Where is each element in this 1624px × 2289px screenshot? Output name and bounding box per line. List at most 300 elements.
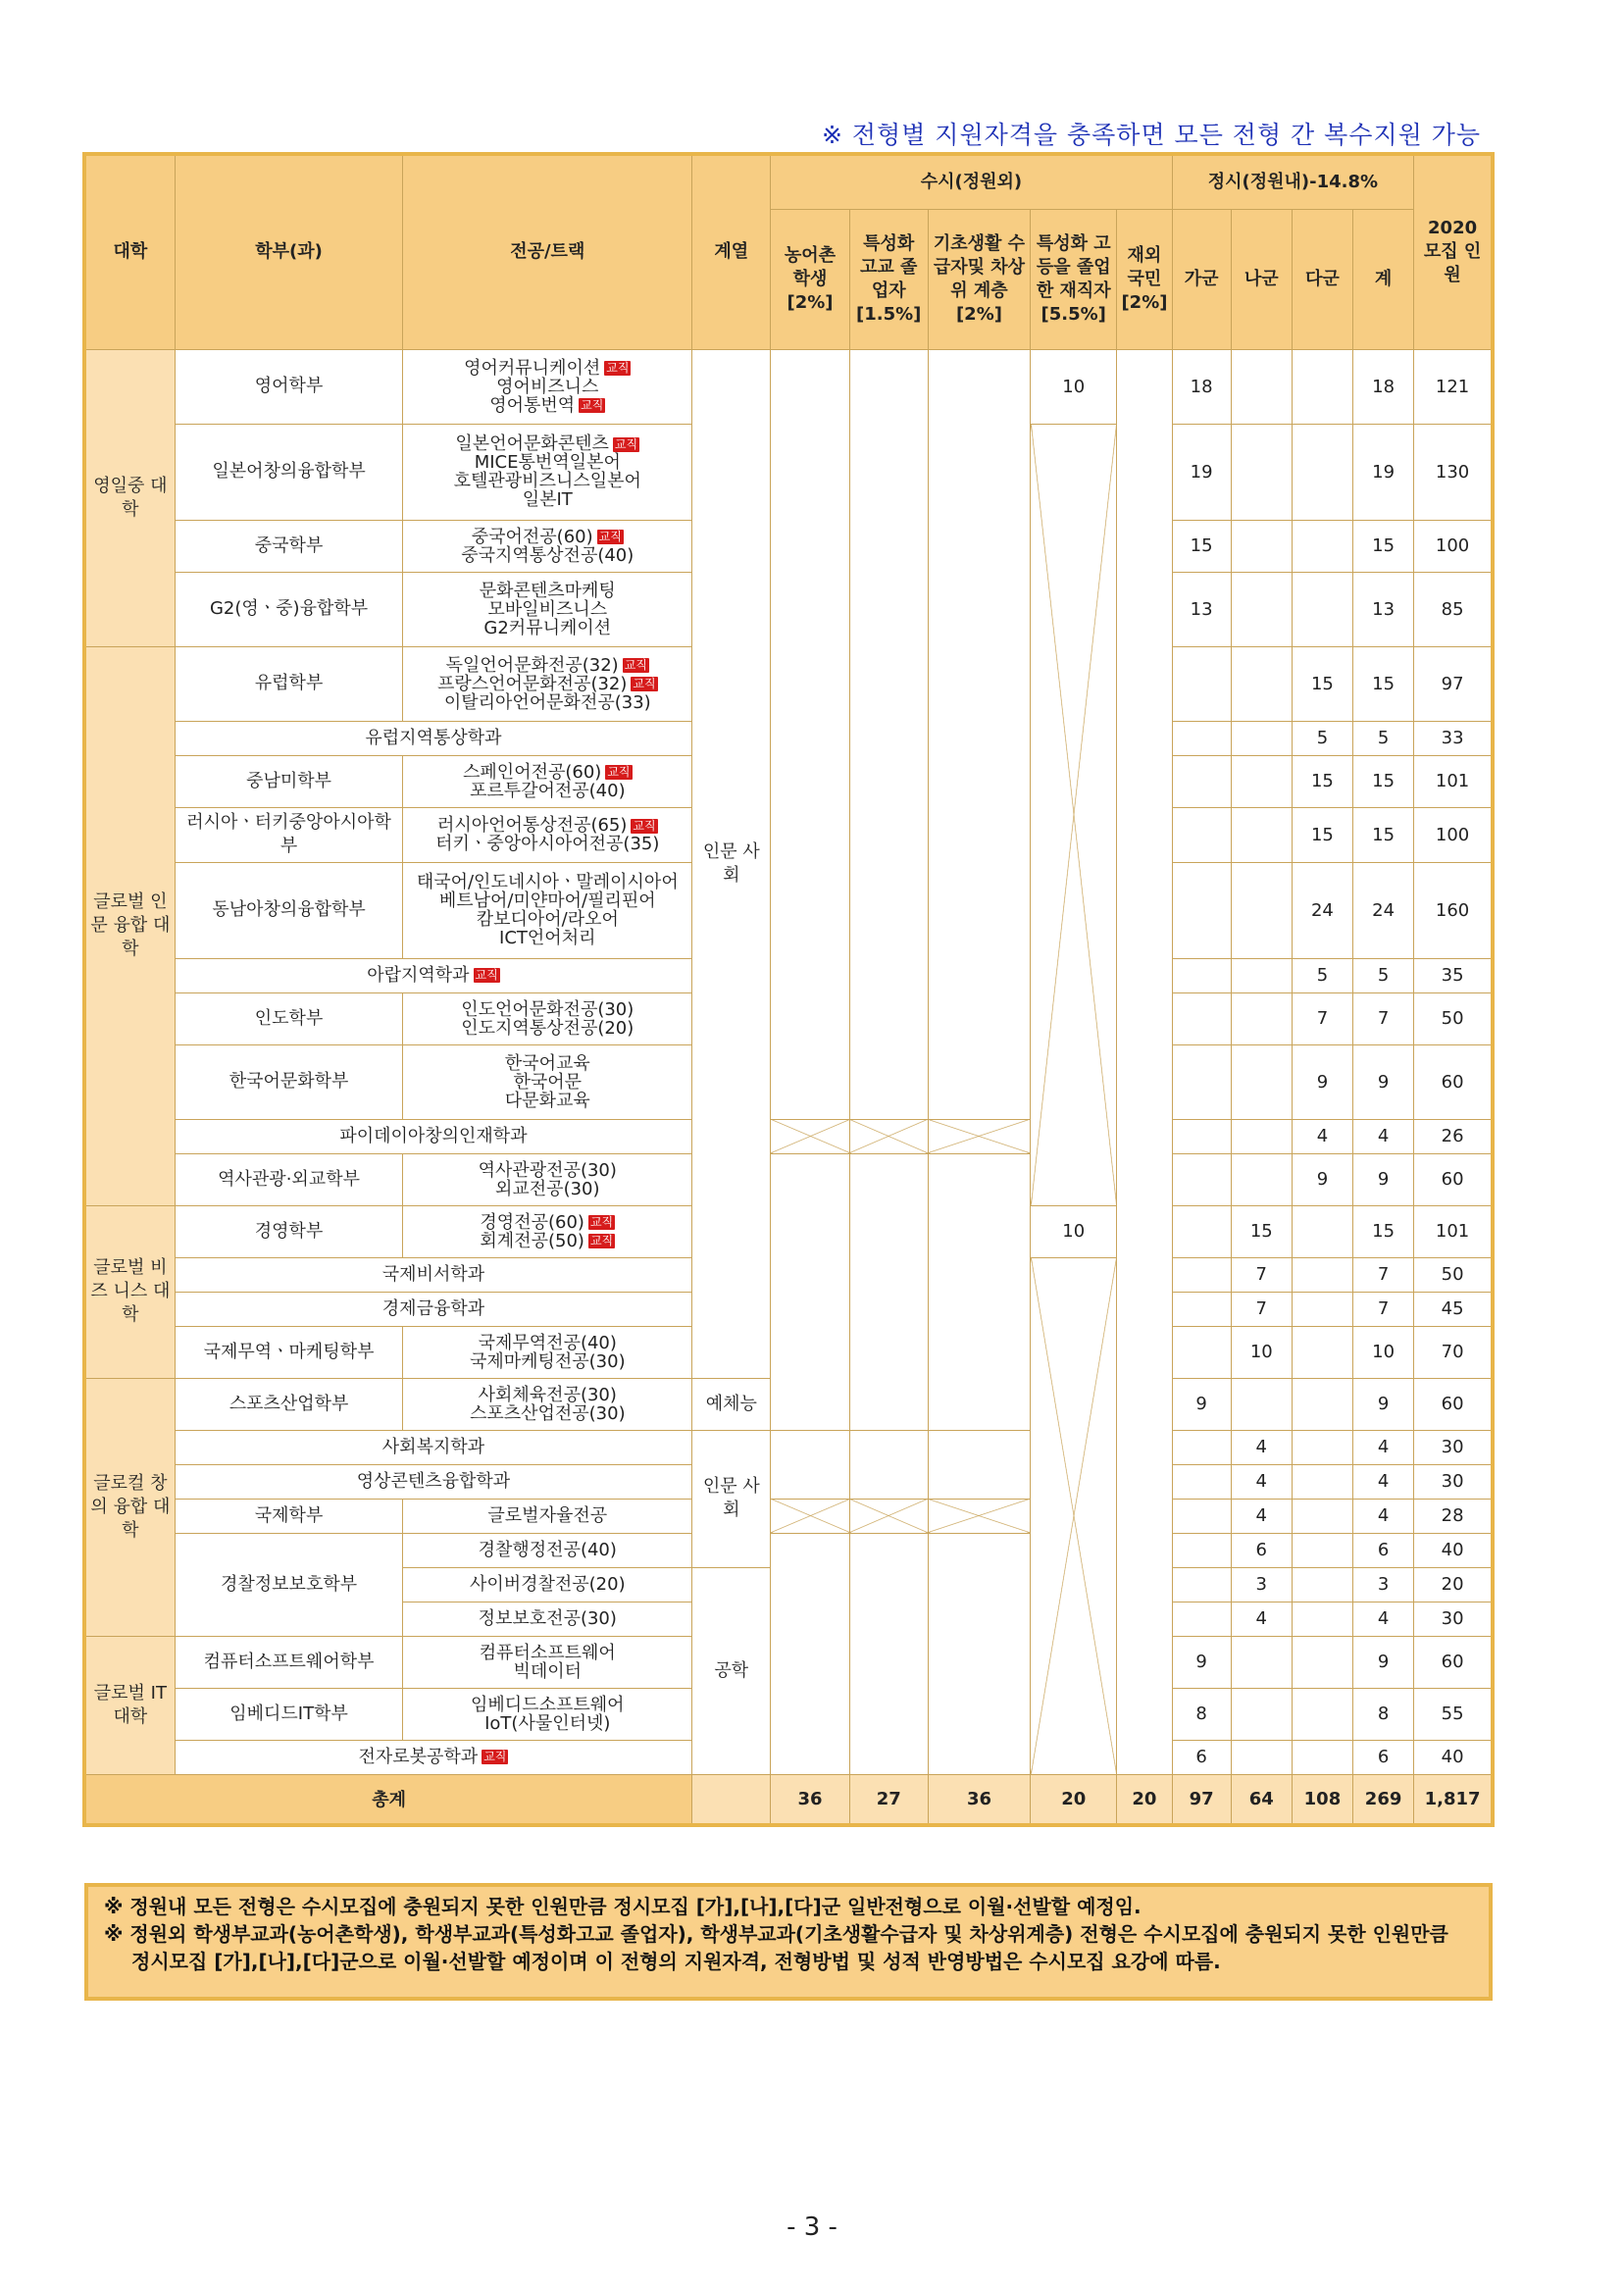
quota-cell [1231, 1119, 1292, 1153]
quota-cell: 15 [1172, 520, 1231, 572]
major-name: 중국지역통상전공(40) [461, 544, 634, 566]
dept-name: 인도학부 [254, 1007, 324, 1029]
major-line [407, 1334, 687, 1352]
major-cell [403, 520, 692, 572]
college-cell: 글로컬 창의 융합 대학 [84, 1378, 175, 1636]
dept-name: 파이데이아창의인재학과 [339, 1125, 528, 1146]
quota-cell: 7 [1353, 1257, 1414, 1292]
susi-cell [771, 1430, 849, 1499]
quota-cell [1292, 1499, 1352, 1533]
major-name: 한국어문 [513, 1071, 583, 1093]
quota-cell [1231, 572, 1292, 646]
major-name: 영어통번역 [489, 394, 576, 416]
quota-cell: 15 [1292, 755, 1352, 807]
susi-cell [928, 1499, 1030, 1533]
major-name: 문화콘텐츠마케팅 [479, 580, 616, 601]
major-name: 독일언어문화전공(32) [445, 654, 619, 676]
header-jeongsi-col: 다군 [1292, 209, 1352, 349]
quota-cell: 9 [1292, 1044, 1352, 1119]
major-line [407, 1000, 687, 1019]
quota-cell: 33 [1414, 721, 1493, 755]
major-name: 한국어교육 [504, 1052, 590, 1074]
major-name: 경영전공(60) [480, 1211, 584, 1233]
quota-cell: 50 [1414, 1257, 1493, 1292]
quota-cell: 5 [1292, 958, 1352, 992]
quota-cell [1292, 1533, 1352, 1567]
major-line [407, 546, 687, 565]
major-name: 외교전공(30) [495, 1178, 600, 1199]
dept-cell [175, 807, 403, 862]
quota-cell [1231, 1740, 1292, 1774]
dept-cell [175, 572, 403, 646]
dept-name: 경제금융학과 [381, 1297, 485, 1319]
major-cell [403, 646, 692, 721]
quota-cell: 18 [1172, 349, 1231, 424]
major-line [407, 1054, 687, 1073]
table-body [84, 349, 1493, 1825]
quota-cell: 10 [1231, 1326, 1292, 1378]
major-line [407, 1161, 687, 1180]
quota-cell: 15 [1353, 807, 1414, 862]
quota-cell: 101 [1414, 1205, 1493, 1257]
major-line [407, 1609, 687, 1628]
college-cell: 글로벌 IT 대학 [84, 1636, 175, 1774]
dept-name: 영어학부 [254, 376, 324, 396]
quota-cell: 4 [1231, 1430, 1292, 1464]
major-line [407, 1092, 687, 1110]
dept-cell [175, 1378, 403, 1430]
dept-cell [175, 646, 403, 721]
quota-cell: 4 [1353, 1464, 1414, 1499]
quota-cell: 60 [1414, 1636, 1493, 1688]
quota-cell: 3 [1231, 1567, 1292, 1602]
total-value: 20 [1117, 1774, 1172, 1825]
major-cell [403, 1153, 692, 1205]
header-jeongsi-col: 나군 [1231, 209, 1292, 349]
major-name: 스포츠산업전공(30) [469, 1402, 626, 1424]
table-row [84, 1499, 1493, 1533]
susi-cell [849, 349, 928, 1119]
dept-name: 유럽학부 [254, 673, 324, 693]
major-name: 회계전공(50) [480, 1230, 584, 1251]
susi-cell [849, 1533, 928, 1774]
major-line [407, 1213, 687, 1232]
major-line [407, 835, 687, 853]
quota-cell: 7 [1353, 1292, 1414, 1326]
major-cell [403, 1326, 692, 1378]
quota-cell [1231, 646, 1292, 721]
major-name: 경찰행정전공(40) [478, 1540, 617, 1560]
major-name: 모바일비즈니스 [487, 598, 608, 620]
quota-cell: 10 [1353, 1326, 1414, 1378]
dept-name: 경찰정보보호학부 [221, 1573, 358, 1595]
major-name: 포르투갈어전공(40) [469, 780, 626, 801]
major-name: IoT(사물인터넷) [484, 1712, 611, 1734]
major-line [407, 359, 687, 378]
susi-cell [849, 1499, 928, 1533]
footnote: ※ 정원외 학생부교과(농어촌학생), 학생부교과(특성화고교 졸업자), 학생부교과(기초생활수급자 및 차상위계층) 전형은 수시모집에 충원되지 못한 인원만큼 정시모집 [가],[나],[다]군으로 이월·선발할 예정이며 이 전형의 지원자격, 전형방법 및 성적 반영방법은 수시모집 요강에 따름. [104, 1922, 1448, 1973]
quota-cell: 18 [1353, 349, 1414, 424]
dept-cell [175, 349, 403, 424]
quota-cell [1172, 1499, 1231, 1533]
quota-cell: 15 [1231, 1205, 1292, 1257]
major-line [407, 1644, 687, 1662]
quota-cell: 4 [1353, 1602, 1414, 1636]
dept-name: 국제비서학과 [381, 1263, 485, 1285]
quota-cell: 50 [1414, 992, 1493, 1044]
quota-cell: 7 [1231, 1257, 1292, 1292]
total-field-cell [692, 1774, 771, 1825]
admission-quota-table-wrapper [82, 152, 1495, 1827]
header-susi-col: 특성화 고교 졸업자 [1.5%] [849, 209, 928, 349]
major-name: 사이버경찰전공(20) [469, 1574, 626, 1595]
quota-cell: 26 [1414, 1119, 1493, 1153]
dept-name: 한국어문화학부 [228, 1071, 349, 1092]
susi-cell [928, 1119, 1030, 1153]
major-name: 이탈리아언어문화전공(33) [443, 691, 651, 713]
quota-cell [1292, 1464, 1352, 1499]
quota-cell [1292, 1430, 1352, 1464]
quota-cell [1231, 721, 1292, 755]
major-line [407, 675, 687, 693]
major-line [407, 434, 687, 453]
quota-cell [1231, 958, 1292, 992]
major-name: 호텔관광비즈니스일본어 [453, 471, 641, 491]
footnotes-box [84, 1883, 1493, 2001]
major-line [407, 656, 687, 675]
dept-name: 러시아ㆍ터키중앙아시아학부 [186, 812, 391, 856]
quota-cell: 5 [1353, 958, 1414, 992]
dept-name: 컴퓨터소프트웨어학부 [203, 1651, 375, 1672]
dept-name: 유럽지역통상학과 [365, 727, 502, 748]
quota-cell [1172, 1602, 1231, 1636]
college-cell: 글로벌 비즈 니스 대학 [84, 1205, 175, 1378]
quota-cell: 24 [1353, 862, 1414, 958]
quota-cell [1292, 1567, 1352, 1602]
eligibility-notice: ※ 전형별 지원자격을 충족하면 모든 전형 간 복수지원 가능 [822, 121, 1481, 149]
quota-cell [1231, 862, 1292, 958]
major-line [407, 1073, 687, 1092]
dept-cell [175, 862, 403, 958]
quota-cell [1292, 349, 1352, 424]
quota-cell: 8 [1172, 1688, 1231, 1740]
quota-cell [1172, 1205, 1231, 1257]
college-cell: 영일중 대학 [84, 349, 175, 646]
header-total: 2020 모집 인원 [1414, 154, 1493, 349]
dept-cell [175, 721, 691, 755]
major-line [407, 891, 687, 910]
dept-name: 스포츠산업학부 [228, 1393, 349, 1414]
major-name: 정보보호전공(30) [478, 1608, 617, 1629]
major-name: ICT언어처리 [499, 928, 596, 948]
quota-cell [1231, 520, 1292, 572]
major-name: 러시아언어통상전공(65) [436, 815, 628, 836]
quota-cell: 9 [1353, 1378, 1414, 1430]
dept-name: 국제무역ㆍ마케팅학부 [203, 1341, 375, 1362]
total-value: 108 [1292, 1774, 1352, 1825]
quota-cell: 30 [1414, 1602, 1493, 1636]
header-jeongsi-col: 계 [1353, 209, 1414, 349]
quota-cell: 100 [1414, 520, 1493, 572]
susi-cell [1117, 349, 1172, 1774]
major-cell [403, 1205, 692, 1257]
quota-cell [1292, 1326, 1352, 1378]
quota-cell: 4 [1292, 1119, 1352, 1153]
header-susi-col: 재외 국민 [2%] [1117, 209, 1172, 349]
quota-cell: 97 [1414, 646, 1493, 721]
quota-cell [1172, 1464, 1231, 1499]
major-cell [403, 424, 692, 520]
teaching-badge-icon: 교직 [475, 968, 498, 982]
quota-cell [1172, 1119, 1231, 1153]
major-name: 역사관광전공(30) [478, 1159, 617, 1181]
page-number: - 3 - [787, 2213, 837, 2242]
dept-cell [175, 992, 403, 1044]
quota-cell [1292, 1257, 1352, 1292]
quota-cell: 7 [1353, 992, 1414, 1044]
header-college: 대학 [84, 154, 175, 349]
quota-cell [1172, 1326, 1231, 1378]
dept-cell [175, 755, 403, 807]
major-name: 임베디드소프트웨어 [471, 1694, 625, 1715]
dept-name: 일본어창의융합학부 [212, 461, 366, 482]
susi-cell [771, 1499, 849, 1533]
quota-cell [1172, 862, 1231, 958]
table-row [84, 1119, 1493, 1153]
major-line [407, 582, 687, 600]
table-row [84, 1533, 1493, 1567]
quota-cell: 7 [1231, 1292, 1292, 1326]
dept-name: 역사관광·외교학부 [218, 1168, 360, 1190]
susi-cell [1031, 1257, 1117, 1774]
major-line [407, 396, 687, 415]
susi-cell [928, 1533, 1030, 1774]
total-value: 27 [849, 1774, 928, 1825]
quota-cell: 9 [1292, 1153, 1352, 1205]
header-susi-group: 수시(정원외) [771, 154, 1172, 209]
quota-cell [1172, 1292, 1231, 1326]
quota-cell [1172, 646, 1231, 721]
major-name: 국제무역전공(40) [478, 1332, 617, 1353]
quota-cell [1172, 1257, 1231, 1292]
dept-name: 영상콘텐츠융합학과 [356, 1470, 511, 1492]
major-name: G2커뮤니케이션 [483, 617, 612, 638]
major-cell [403, 1378, 692, 1430]
dept-cell [175, 520, 403, 572]
quota-cell: 20 [1414, 1567, 1493, 1602]
major-line [407, 910, 687, 929]
susi-cell [1031, 424, 1117, 1205]
quota-cell: 9 [1172, 1378, 1231, 1430]
major-line [407, 763, 687, 782]
quota-cell [1231, 349, 1292, 424]
major-cell [403, 1602, 692, 1636]
teaching-badge-icon: 교직 [606, 361, 630, 375]
major-line [407, 378, 687, 396]
major-line [407, 1506, 687, 1525]
dept-cell [175, 1044, 403, 1119]
susi-cell [771, 1533, 849, 1774]
quota-cell: 9 [1353, 1636, 1414, 1688]
quota-cell: 9 [1353, 1044, 1414, 1119]
quota-cell [1231, 1378, 1292, 1430]
dept-name: 중국학부 [254, 534, 324, 556]
quota-cell: 70 [1414, 1326, 1493, 1378]
quota-cell: 4 [1231, 1499, 1292, 1533]
major-cell [403, 1567, 692, 1602]
quota-cell: 40 [1414, 1740, 1493, 1774]
major-cell [403, 1044, 692, 1119]
major-line [407, 1404, 687, 1423]
major-name: 사회체육전공(30) [478, 1384, 617, 1405]
quota-cell: 6 [1231, 1533, 1292, 1567]
quota-cell [1231, 1044, 1292, 1119]
quota-cell: 19 [1353, 424, 1414, 520]
quota-cell [1172, 721, 1231, 755]
quota-cell: 15 [1353, 520, 1414, 572]
susi-cell [928, 1430, 1030, 1499]
quota-cell: 40 [1414, 1533, 1493, 1567]
footnote: ※ 정원내 모든 전형은 수시모집에 충원되지 못한 인원만큼 정시모집 [가],[나],[다]군 일반전형으로 이월·선발할 예정임. [104, 1895, 1142, 1918]
field-cell: 인문 사회 [692, 1430, 771, 1567]
dept-cell [175, 424, 403, 520]
quota-cell: 4 [1353, 1119, 1414, 1153]
major-name: 일본IT [522, 489, 573, 510]
total-value: 97 [1172, 1774, 1231, 1825]
dept-cell [175, 1205, 403, 1257]
major-line [407, 929, 687, 947]
major-name: 캄보디아어/라오어 [476, 909, 619, 930]
quota-cell [1292, 520, 1352, 572]
major-name: 태국어/인도네시아ㆍ말레이시아어 [416, 872, 679, 892]
major-name: 프랑스언어문화전공(32) [436, 673, 628, 694]
major-line [407, 782, 687, 800]
quota-cell: 13 [1172, 572, 1231, 646]
major-cell [403, 992, 692, 1044]
quota-cell [1292, 1602, 1352, 1636]
major-cell [403, 349, 692, 424]
major-name: 빅데이터 [513, 1660, 583, 1682]
total-row [84, 1774, 1493, 1825]
total-value: 36 [771, 1774, 849, 1825]
quota-cell: 55 [1414, 1688, 1493, 1740]
teaching-badge-icon: 교직 [624, 658, 647, 672]
quota-cell: 100 [1414, 807, 1493, 862]
major-name: MICE통번역일본어 [474, 452, 621, 473]
major-name: 스페인어전공(60) [463, 761, 602, 783]
quota-cell [1172, 1533, 1231, 1567]
field-cell: 공학 [692, 1567, 771, 1774]
quota-cell: 6 [1172, 1740, 1231, 1774]
quota-cell: 121 [1414, 349, 1493, 424]
susi-cell [928, 1153, 1030, 1430]
total-label: 총계 [84, 1774, 692, 1825]
quota-cell [1292, 1378, 1352, 1430]
header-susi-col: 특성화 고 등을 졸업한 재직자 [5.5%] [1031, 209, 1117, 349]
major-line [407, 1232, 687, 1250]
quota-cell [1231, 807, 1292, 862]
quota-cell [1231, 424, 1292, 520]
teaching-badge-icon: 교직 [614, 436, 638, 451]
quota-cell: 4 [1231, 1464, 1292, 1499]
quota-cell: 15 [1353, 1205, 1414, 1257]
major-line [407, 816, 687, 835]
dept-cell [175, 1326, 403, 1378]
quota-cell [1292, 424, 1352, 520]
header-susi-col: 농어촌 학생 [2%] [771, 209, 849, 349]
quota-cell [1231, 992, 1292, 1044]
dept-cell [175, 958, 691, 992]
dept-cell [175, 1740, 691, 1774]
table-row [84, 1153, 1493, 1205]
quota-cell: 15 [1292, 646, 1352, 721]
quota-cell [1292, 572, 1352, 646]
major-line [407, 1662, 687, 1681]
header-dept: 학부(과) [175, 154, 403, 349]
quota-cell: 5 [1292, 721, 1352, 755]
quota-cell: 7 [1292, 992, 1352, 1044]
admission-quota-table [82, 152, 1495, 1827]
quota-cell: 13 [1353, 572, 1414, 646]
quota-cell [1292, 1688, 1352, 1740]
quota-cell: 8 [1353, 1688, 1414, 1740]
table-row [84, 1430, 1493, 1464]
major-line [407, 1541, 687, 1559]
quota-cell: 15 [1292, 807, 1352, 862]
dept-name: 경영학부 [254, 1220, 324, 1242]
major-name: 컴퓨터소프트웨어 [479, 1642, 616, 1663]
quota-cell: 5 [1353, 721, 1414, 755]
quota-cell [1172, 755, 1231, 807]
quota-cell: 9 [1172, 1636, 1231, 1688]
dept-cell [175, 1292, 691, 1326]
susi-cell [771, 1119, 849, 1153]
susi-cell: 10 [1031, 349, 1117, 424]
dept-name: 사회복지학과 [381, 1436, 485, 1457]
dept-cell [175, 1257, 691, 1292]
major-line [407, 490, 687, 509]
major-name: 인도지역통상전공(20) [461, 1017, 634, 1039]
dept-cell [175, 1688, 403, 1740]
quota-cell: 4 [1231, 1602, 1292, 1636]
major-line [407, 1180, 687, 1198]
teaching-badge-icon: 교직 [589, 1215, 614, 1229]
major-name: 터키ㆍ중앙아시아어전공(35) [435, 834, 660, 854]
field-cell: 인문 사회 [692, 349, 771, 1378]
major-name: 베트남어/미얀마어/필리핀어 [438, 890, 656, 911]
field-cell: 예체능 [692, 1378, 771, 1430]
total-value: 64 [1231, 1774, 1292, 1825]
dept-cell [175, 1636, 403, 1688]
total-value: 36 [928, 1774, 1030, 1825]
major-line [407, 1019, 687, 1038]
quota-cell: 4 [1353, 1499, 1414, 1533]
major-cell [403, 755, 692, 807]
total-value: 269 [1353, 1774, 1414, 1825]
quota-cell: 60 [1414, 1153, 1493, 1205]
major-line [407, 693, 687, 712]
dept-cell [175, 1153, 403, 1205]
quota-cell [1231, 1688, 1292, 1740]
teaching-badge-icon: 교직 [598, 530, 622, 543]
header-jeongsi-group: 정시(정원내)-14.8% [1172, 154, 1414, 209]
quota-cell [1172, 1153, 1231, 1205]
quota-cell: 30 [1414, 1464, 1493, 1499]
dept-name: 아랍지역학과 [367, 964, 470, 986]
quota-cell: 45 [1414, 1292, 1493, 1326]
susi-cell [849, 1430, 928, 1499]
dept-cell [175, 1499, 403, 1533]
